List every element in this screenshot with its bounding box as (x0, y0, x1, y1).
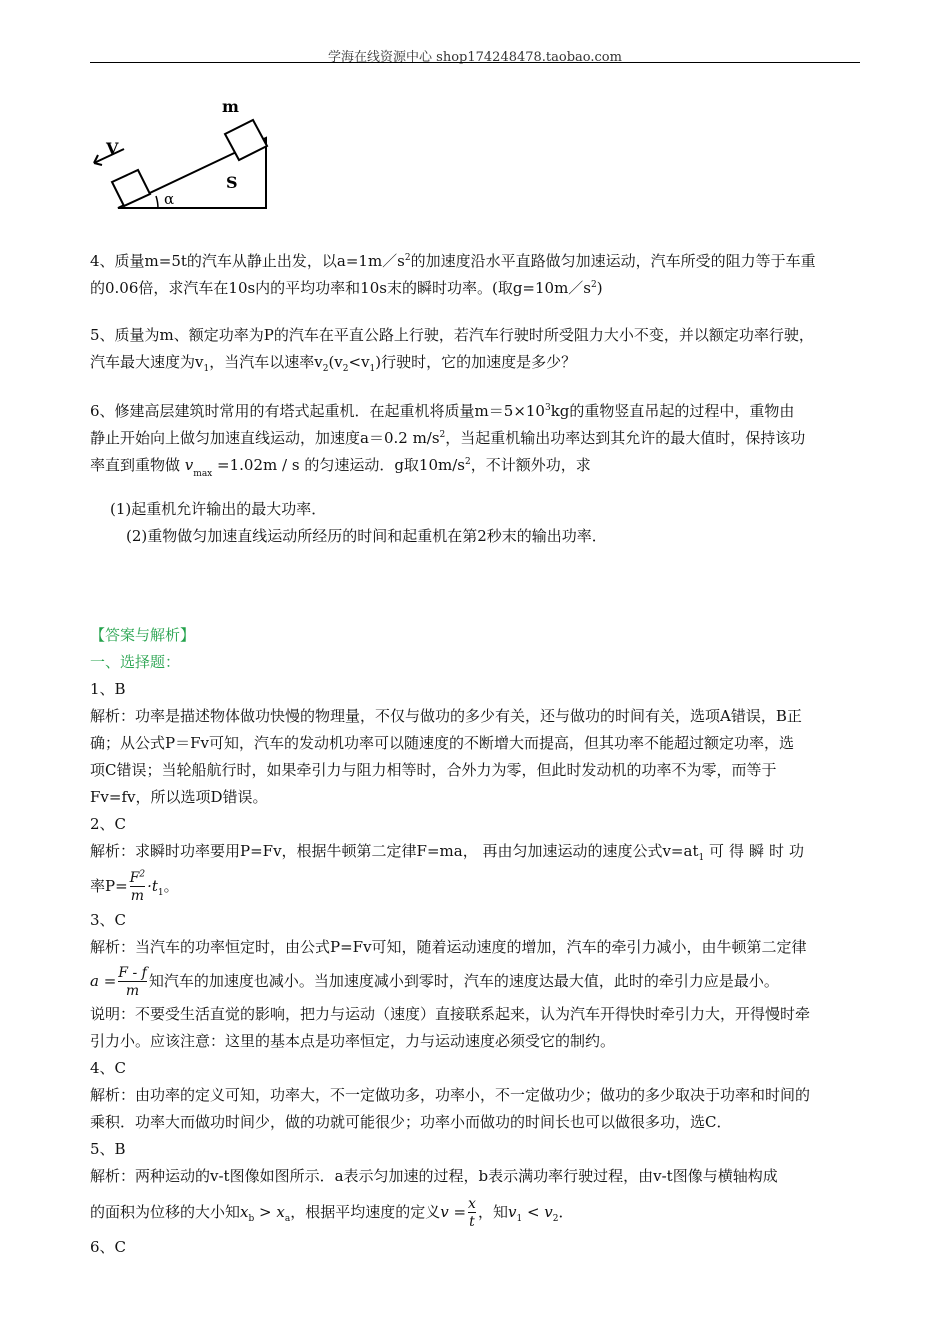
incline-figure (88, 92, 278, 217)
answer-1-label: 1、B (90, 680, 126, 698)
answers-section: 【答案与解析】 一、选择题： 1、B 解析：功率是描述物体做功快慢的物理量，不仅与做功的多少有关，还与做功的时间有关，选项A错误，B正 确；从公式P＝Fv可知，汽车的发动机功率可以随速度的不断增大而提高，但其功率不能超过额定功率，选 项C错误；当轮船航行时，如果牵引力与阻力相等时，合外力为零，但此时发动机的功率不为零，而等于 Fv=fv，所以选项D错误。 2、C 解析：求瞬时功率要用P=Fv，根据牛顿第二定律F=ma， 再由匀加速运动的速度公式$v=at_1$ 可得瞬时功 率P= $\frac{F^2}{m}$ $\cdot t_1$。 3、C 解析：当汽车的功率恒定时，由公式P=Fv可知，随着运动速度的增加，汽车的牵引力减小，由牛顿第二定律 a = $\frac{F - f}{m}$ 知汽车的加速度也减小。当加速度减小到零时，汽车的速度达最大值，此时的牵引力应是最小。 说明：不要受生活直觉的影响，把力与运动（速度）直接联系起来，认为汽车开得快时牵引力大，开得慢时牵 引力小。应该注意：这里的基本点是功率恒定，力与运动速度必须受它的制约。 4、C 解析：由功率的定义可知，功率大，不一定做功多，功率小，不一定做功少；做功的多少取决于功率和时间的 乘积．功率大而做功时间少，做的功就可能很少；功率小而做功的时间长也可以做很多功，选C． 5、B 解析：两种运动的v-t图像如图所示．a表示匀加速的过程，b表示满功率行驶过程，由v-t图像与横轴构成 的面积为位移的大小知$x_b > x_a$，根据平均速度的定义v = $\frac{x}{t}$ ，知$v_1 < v_2$． 6、C (90, 622, 860, 1261)
answer-5-label: 5、B (90, 1140, 126, 1158)
fraction-f2-m: $\frac{F^2}{m}$ (129, 868, 146, 904)
label-s: S (226, 173, 238, 192)
fraction-x-t: $\frac{x}{t}$ (468, 1195, 476, 1230)
question-4: 4、质量m=5t的汽车从静止出发，以$a=1m/s^2$的加速度沿水平直路做匀加速运动，汽车所受的阻力等于车重 的0.06倍，求汽车在10s内的平均功率和10s末的瞬时功率。(取$g=10m/s^2$) (90, 252, 816, 297)
q6-sub1: (1)起重机允许输出的最大功率． (110, 500, 327, 518)
fraction-f-minus-f-m: $\frac{F - f}{m}$ (118, 964, 147, 999)
answers-title: 【答案与解析】 (90, 626, 196, 644)
block-lower (112, 170, 150, 206)
angle-arc (156, 196, 158, 208)
answer-6-label: 6、C (90, 1238, 127, 1256)
question-5: 5、质量为m、额定功率为P的汽车在平直公路上行驶，若汽车行驶时所受阻力大小不变，并以额定功率行驶， 汽车最大速度为$v_1$，当汽车以速率$v_2(v_2<v_1)$行驶时，它的加速度是多少？ (90, 326, 814, 374)
label-v: V (106, 139, 119, 158)
label-alpha: α (164, 190, 175, 208)
answer-4-label: 4、C (90, 1059, 127, 1077)
label-m: m (222, 97, 239, 116)
page-header: 学海在线资源中心 shop174248478.taobao.com (328, 50, 622, 65)
question-6: 6、修建高层建筑时常用的有塔式起重机．在起重机将质量$m=5\times 10^3kg$的重物竖直吊起的过程中，重物由 静止开始向上做匀加速直线运动，加速度a＝0.2 $m/s^2$，当起重机输出功率达到其允许的最大值时，保持该功 率直到重物做 $v_{max} =1.02m / s$ 的匀速运动．g取$10m/s^2$，不计额外功，求 (1)起重机允许输出的最大功率． (2)重物做匀加速直线运动所经历的时间和起重机在第2秒末的输出功率． (90, 398, 860, 550)
answer-2-label: 2、C (90, 815, 127, 833)
section-title: 一、选择题： (90, 653, 181, 671)
header-rule (90, 62, 860, 63)
q6-sub2: (2)重物做匀加速直线运动所经历的时间和起重机在第2秒末的输出功率． (126, 527, 607, 545)
answer-3-label: 3、C (90, 911, 127, 929)
vmax-formula: $v_{max}$ (184, 456, 213, 479)
